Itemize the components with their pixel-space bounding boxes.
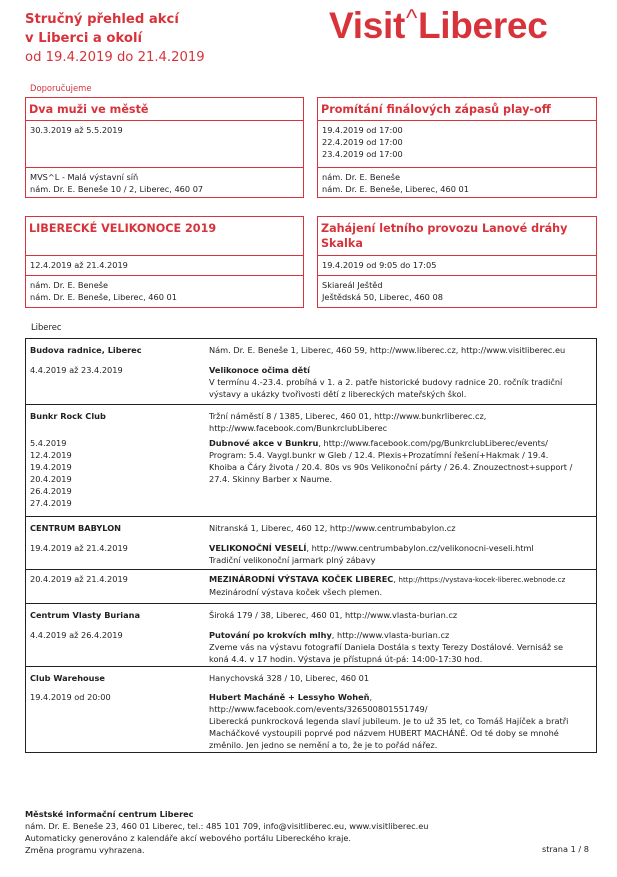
event-dates: 19.4.2019 až 21.4.2019 bbox=[30, 543, 128, 553]
event-row bbox=[26, 666, 596, 752]
date-line: 23.4.2019 od 17:00 bbox=[322, 149, 403, 159]
place-address: nám. Dr. E. Beneše, Liberec, 460 01 bbox=[322, 184, 469, 194]
venue-address: Hanychovská 328 / 10, Liberec, 460 01 bbox=[209, 673, 370, 683]
event-name[interactable]: MEZINÁRODNÍ VÝSTAVA KOČEK LIBEREC bbox=[209, 574, 394, 584]
date-range: od 19.4.2019 do 21.4.2019 bbox=[25, 50, 205, 65]
date-line: 30.3.2019 až 5.5.2019 bbox=[30, 125, 123, 135]
logo-word-visit: Visit bbox=[329, 5, 405, 46]
event-row bbox=[26, 603, 596, 666]
featured-card-title[interactable]: Dva muži ve městě bbox=[26, 98, 303, 121]
title-line-2: v Liberci a okolí bbox=[25, 31, 142, 46]
place-address: nám. Dr. E. Beneše 10 / 2, Liberec, 460 07 bbox=[30, 184, 204, 194]
description-line: Khoiba a Čáry života / 20.4. 80s vs 90s Velikonoční párty / 26.4. Znouzectnost+support / bbox=[209, 462, 573, 472]
place-name: nám. Dr. E. Beneše bbox=[322, 172, 401, 182]
event-link[interactable]: http://https://vystava-kocek-liberec.webnode.cz bbox=[398, 576, 566, 584]
logo-word-liberec: Liberec bbox=[417, 5, 548, 46]
event-name[interactable]: Hubert Macháně + Lessyho Woheň bbox=[209, 692, 370, 702]
event-row bbox=[26, 516, 596, 569]
venue-name: Budova radnice, Liberec bbox=[30, 345, 142, 355]
address-line: Tržní náměstí 8 / 1385, Liberec, 460 01, http://www.bunkrliberec.cz, bbox=[209, 411, 487, 421]
place-name: MVS^L - Malá výstavní síň bbox=[30, 172, 139, 182]
event-dates: 4.4.2019 až 23.4.2019 bbox=[30, 365, 123, 375]
date-line: 27.4.2019 bbox=[30, 498, 72, 508]
address-line: http://www.facebook.com/BunkrclubLiberec bbox=[209, 423, 388, 433]
featured-card[interactable] bbox=[317, 97, 597, 198]
venue-address[interactable]: Široká 179 / 38, Liberec, 460 01, http://www.vlasta-burian.cz bbox=[209, 610, 458, 620]
date-line: 26.4.2019 bbox=[30, 486, 72, 496]
page-number: strana 1 / 8 bbox=[541, 844, 589, 854]
description-line: V termínu 4.-23.4. probíhá v 1. a 2. patře historické budovy radnice 20. ročník tradiční bbox=[209, 377, 563, 387]
description-line: změnilo. Jen jedno se nemění a to, že je to pořád nářez. bbox=[209, 740, 438, 750]
footer-note: Automaticky generováno z kalendáře akcí webového portálu Libereckého kraje. bbox=[25, 833, 352, 843]
venue-address[interactable] bbox=[209, 410, 594, 434]
featured-card-place bbox=[26, 168, 303, 195]
document-title bbox=[25, 10, 275, 67]
event-description bbox=[209, 691, 594, 751]
title-line-1: Stručný přehled akcí bbox=[25, 12, 179, 27]
footer-org-name: Městské informační centrum Liberec bbox=[25, 809, 194, 819]
date-line: 20.4.2019 bbox=[30, 474, 72, 484]
event-link[interactable]: , http://www.centrumbabylon.cz/velikonocni-veseli.html bbox=[306, 543, 534, 553]
featured-card[interactable] bbox=[317, 216, 597, 308]
venue-address[interactable]: Nám. Dr. E. Beneše 1, Liberec, 460 59, http://www.liberec.cz, http://www.visitliberec.eu bbox=[209, 345, 566, 355]
featured-card-dates bbox=[26, 121, 303, 168]
event-row bbox=[26, 339, 596, 404]
place-name: nám. Dr. E. Beneše bbox=[30, 280, 109, 290]
description-line: Macháčkové vystoupili poprvé pod názvem HUBERT MACHÁNĚ. Od té doby se mnohé bbox=[209, 728, 559, 738]
description-line: koná 4.4. v 17 hodin. Výstava je přístupná út-pá: 14:00-17:30 hod. bbox=[209, 654, 483, 664]
logo-caret: ^ bbox=[405, 5, 417, 32]
date-line: 22.4.2019 od 17:00 bbox=[322, 137, 403, 147]
event-link[interactable]: , http://www.facebook.com/pg/BunkrclubLiberec/events/ bbox=[318, 438, 548, 448]
description-line: výstavy a ukázky tvořivosti dětí z libereckých mateřských škol. bbox=[209, 389, 467, 399]
event-dates: 20.4.2019 až 21.4.2019 bbox=[30, 574, 128, 584]
event-name[interactable]: VELIKONOČNÍ VESELÍ bbox=[209, 543, 307, 553]
event-description bbox=[209, 542, 594, 566]
visit-liberec-logo bbox=[329, 5, 547, 47]
footer bbox=[25, 808, 428, 856]
footer-contact: nám. Dr. E. Beneše 23, 460 01 Liberec, tel.: 485 101 709, info@visitliberec.eu, www.visitliberec.eu bbox=[25, 821, 429, 831]
featured-card-title[interactable]: LIBERECKÉ VELIKONOCE 2019 bbox=[26, 217, 303, 256]
place-name: Skiareál Ještěd bbox=[322, 280, 383, 290]
event-dates: 19.4.2019 od 20:00 bbox=[30, 692, 111, 702]
event-name[interactable]: Putování po krokvích mlhy bbox=[209, 630, 332, 640]
date-line: 12.4.2019 až 21.4.2019 bbox=[30, 260, 128, 270]
date-line: 19.4.2019 bbox=[30, 462, 72, 472]
section-label-recommended: Doporučujeme bbox=[30, 83, 92, 93]
event-description bbox=[209, 437, 594, 485]
featured-card-dates bbox=[318, 256, 596, 276]
section-label-liberec: Liberec bbox=[31, 322, 62, 332]
events-table bbox=[25, 338, 597, 753]
event-link[interactable]: , http://www.vlasta-burian.cz bbox=[331, 630, 450, 640]
date-line: 19.4.2019 od 9:05 do 17:05 bbox=[322, 260, 437, 270]
event-description bbox=[209, 629, 594, 665]
event-link[interactable]: http://www.facebook.com/events/326500801551749/ bbox=[209, 704, 428, 714]
event-name[interactable]: Velikonoce očima dětí bbox=[209, 365, 310, 375]
description-line: 27.4. Skinny Barber x Naume. bbox=[209, 474, 333, 484]
featured-card-dates bbox=[26, 256, 303, 276]
place-address: nám. Dr. E. Beneše, Liberec, 460 01 bbox=[30, 292, 177, 302]
event-description bbox=[209, 573, 594, 598]
featured-card-place bbox=[26, 276, 303, 303]
place-address: Ještědská 50, Liberec, 460 08 bbox=[322, 292, 443, 302]
event-dates: 4.4.2019 až 26.4.2019 bbox=[30, 630, 123, 640]
venue-name: Centrum Vlasty Buriana bbox=[30, 610, 140, 620]
separator: , bbox=[369, 692, 373, 702]
featured-card[interactable] bbox=[25, 216, 304, 308]
date-line: 12.4.2019 bbox=[30, 450, 72, 460]
featured-card[interactable] bbox=[25, 97, 304, 198]
venue-name: CENTRUM BABYLON bbox=[30, 523, 122, 533]
event-row bbox=[26, 569, 596, 603]
description-line: Tradiční velikonoční jarmark plný zábavy bbox=[209, 555, 376, 565]
featured-card-title[interactable]: Promítání finálových zápasů play-off bbox=[318, 98, 596, 121]
description-line: Mezinárodní výstava koček všech plemen. bbox=[209, 587, 383, 597]
event-name[interactable]: Dubnové akce v Bunkru bbox=[209, 438, 319, 448]
date-line: 19.4.2019 od 17:00 bbox=[322, 125, 403, 135]
featured-card-place bbox=[318, 276, 596, 303]
featured-card-place bbox=[318, 168, 596, 195]
venue-name: Bunkr Rock Club bbox=[30, 411, 106, 421]
footer-note: Změna programu vyhrazena. bbox=[25, 845, 145, 855]
event-description bbox=[209, 364, 594, 400]
event-row bbox=[26, 404, 596, 516]
featured-card-dates bbox=[318, 121, 596, 168]
description-line: Liberecká punkrocková legenda slaví jubileum. Je to už 35 let, co Tomáš Hajíček a bratři bbox=[209, 716, 569, 726]
event-dates bbox=[30, 437, 72, 509]
venue-address[interactable]: Nitranská 1, Liberec, 460 12, http://www.centrumbabylon.cz bbox=[209, 523, 456, 533]
separator: , bbox=[393, 574, 399, 584]
description-line: Program: 5.4. Vaygl.bunkr w Gleb / 12.4. Plexis+Prozatímní řešení+Hakmak / 19.4. bbox=[209, 450, 549, 460]
venue-name: Club Warehouse bbox=[30, 673, 105, 683]
description-line: Zveme vás na výstavu fotografií Daniela Dostála s texty Terezy Dostálové. Vernisáž se bbox=[209, 642, 564, 652]
date-line: 5.4.2019 bbox=[30, 438, 67, 448]
featured-card-title[interactable]: Zahájení letního provozu Lanové dráhy Skalka bbox=[318, 217, 596, 256]
